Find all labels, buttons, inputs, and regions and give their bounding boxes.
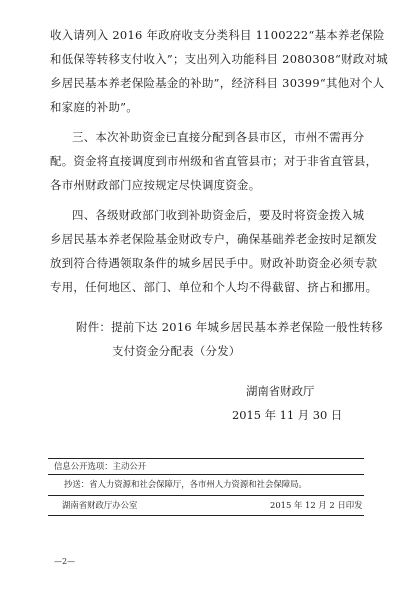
body-line: 放到符合待遇领取条件的城乡居民手中。财政补助资金必须专款: [50, 256, 378, 270]
cc-list: 抄送：省人力资源和社会保障厅，各市州人力资源和社会保障局。: [64, 479, 307, 489]
issuer-name: 湖南省财政厅: [246, 384, 315, 398]
footer-rule: [48, 474, 364, 475]
issuing-office: 湖南省财政厅办公室: [62, 500, 138, 510]
body-line: 乡居民基本养老保险基金财政专户，确保基础养老金按时足额发: [50, 232, 378, 246]
body-line: 和家庭的补助”。: [50, 100, 138, 114]
body-line: 各市州财政部门应按规定尽快调度资金。: [50, 178, 261, 192]
footer-rule: [48, 495, 364, 496]
page-number: —2—: [54, 557, 76, 566]
body-line: 专用，任何地区、部门、单位和个人均不得截留、挤占和挪用。: [50, 280, 378, 294]
attachment-line-continued: 支付资金分配表（分发）: [112, 344, 241, 358]
attachment-line: 附件：提前下达 2016 年城乡居民基本养老保险一般性转移: [76, 320, 383, 334]
paragraph-three-start: 三、本次补助资金已直接分配到各县市区，市州不需再分: [72, 130, 365, 144]
print-date: 2015 年 12 月 2 日印发: [270, 500, 363, 510]
disclosure-option: 信息公开选项：主动公开: [54, 461, 147, 471]
body-line: 乡居民基本养老保险基金的补助”，经济科目 30399“其他对个人: [50, 76, 385, 90]
body-line: 和低保等转移支付收入”；支出列入功能科目 2080308“财政对城: [50, 52, 388, 66]
issue-date: 2015 年 11 月 30 日: [232, 408, 343, 422]
footer-rule: [48, 515, 364, 516]
body-line: 配。资金将直接调度到市州级和省直管县市；对于非省直管县，: [50, 154, 378, 168]
body-line: 收入请列入 2016 年政府收支分类科目 1100222“基本养老保险: [50, 28, 385, 42]
footer-rule: [48, 458, 364, 459]
paragraph-four-start: 四、各级财政部门收到补助资金后，要及时将资金拨入城: [72, 208, 365, 222]
